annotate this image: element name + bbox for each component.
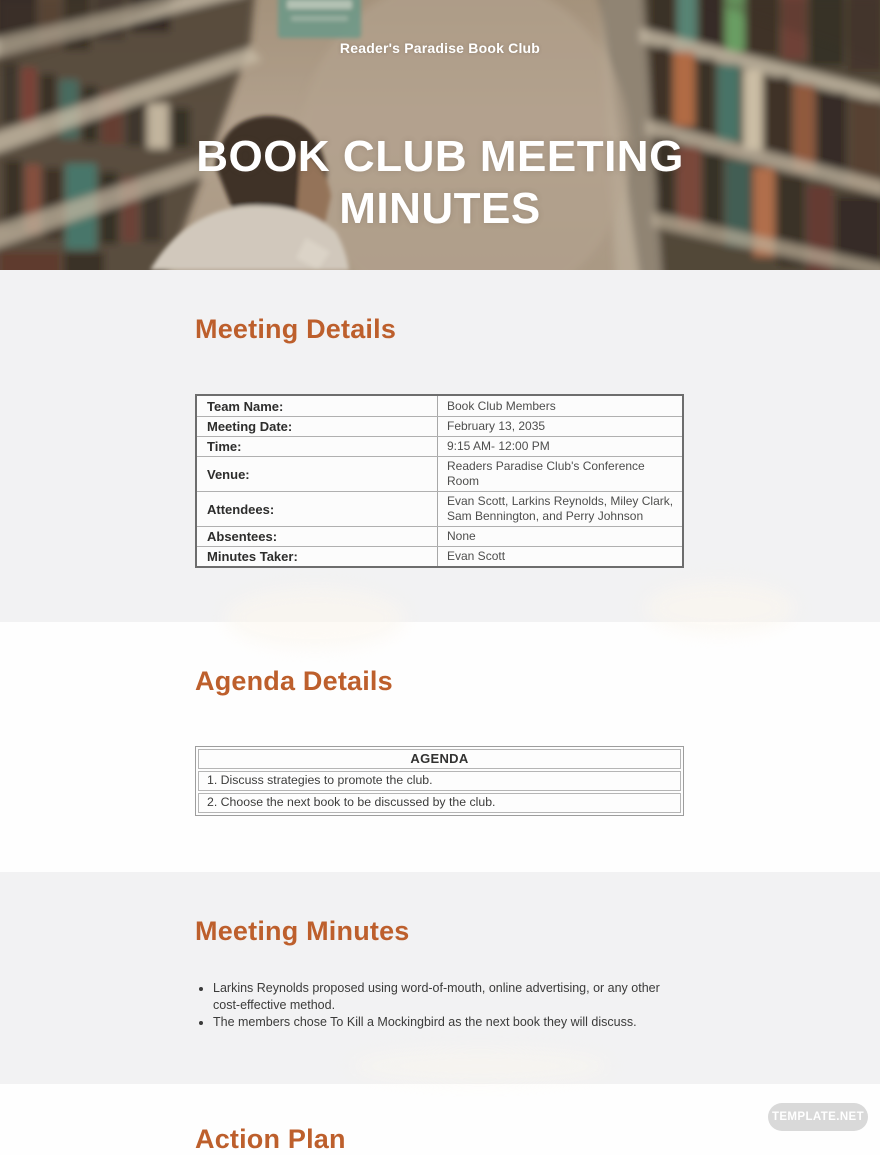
table-row [197, 491, 682, 526]
row-label: Meeting Date: [197, 417, 438, 436]
section-minutes-bg [0, 872, 880, 1084]
row-value: None [447, 529, 476, 543]
meeting-minutes-heading: Meeting Minutes [195, 916, 410, 946]
table-row [197, 546, 682, 566]
row-label: Minutes Taker: [197, 547, 438, 566]
minutes-bullet: • Larkins Reynolds proposed using word-of-mouth, online advertising, or any other cost-effective method. [213, 980, 663, 1014]
agenda-table-header: AGENDA [198, 749, 681, 769]
agenda-table [195, 746, 684, 816]
minutes-bullet: • The members chose To Kill a Mockingbird as the next book they will discuss. [213, 1014, 663, 1031]
club-name: Reader's Paradise Book Club [339, 40, 541, 56]
row-value: Evan Scott [447, 549, 506, 563]
row-label: Team Name: [197, 396, 438, 416]
row-label: Time: [197, 437, 438, 456]
meeting-details-table [195, 394, 684, 568]
row-label: Attendees: [197, 492, 438, 526]
section-action-plan-bg [0, 1084, 880, 1140]
agenda-heading: Agenda Details [195, 666, 393, 696]
row-value: February 13, 2035 [447, 419, 546, 433]
action-plan-heading: Action Plan [195, 1124, 346, 1154]
document-title-line1: BOOK CLUB MEETING [196, 132, 684, 181]
table-row [197, 396, 682, 416]
row-value: Readers Paradise Club's Conference Room [447, 459, 645, 488]
agenda-item: 1. Discuss strategies to promote the club. [198, 771, 681, 791]
row-label: Venue: [197, 457, 438, 491]
table-row [197, 436, 682, 456]
meeting-minutes-list [195, 980, 663, 1031]
row-value: Evan Scott, Larkins Reynolds, Miley Clark, Sam Bennington, and Perry Johnson [447, 494, 674, 523]
row-value: 9:15 AM- 12:00 PM [447, 439, 550, 453]
table-row [197, 526, 682, 546]
table-row [197, 456, 682, 491]
row-label: Absentees: [197, 527, 438, 546]
row-value: Book Club Members [447, 398, 556, 413]
hero-banner [0, 0, 880, 270]
table-row [197, 416, 682, 436]
agenda-item: 2. Choose the next book to be discussed by the club. [198, 793, 681, 813]
document-title [0, 131, 880, 235]
document-title-line2: MINUTES [339, 184, 541, 233]
meeting-details-heading: Meeting Details [195, 314, 397, 344]
template-net-badge[interactable]: TEMPLATE.NET [768, 1103, 868, 1131]
